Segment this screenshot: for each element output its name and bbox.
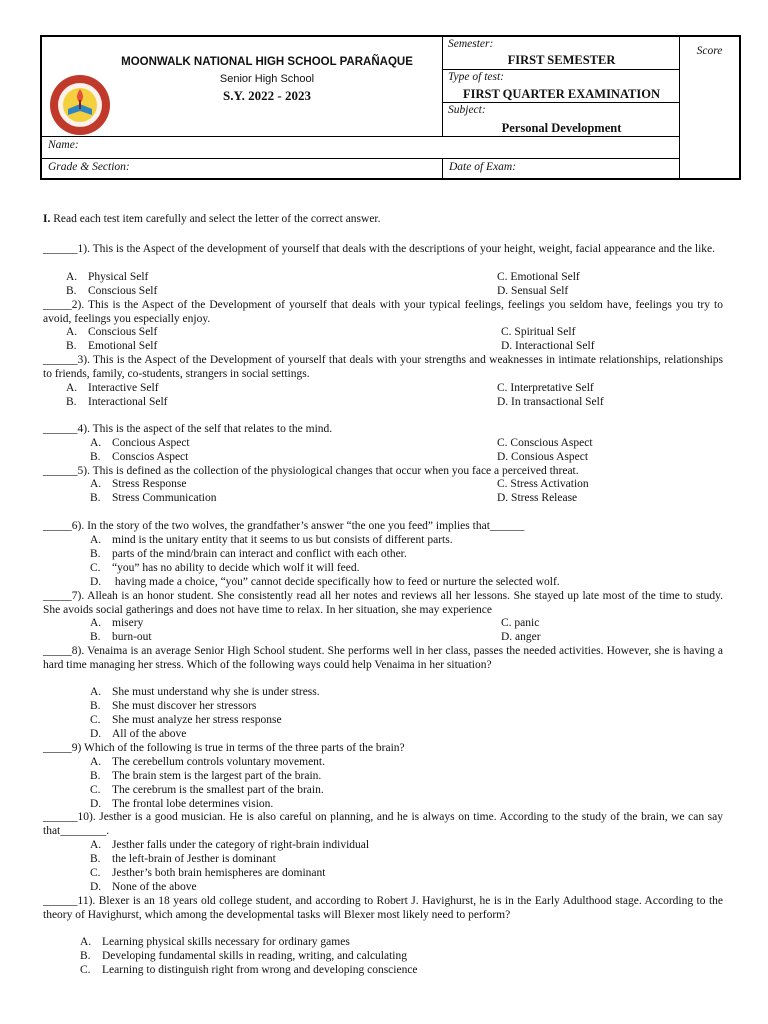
q3-option-c[interactable]: C. Interpretative Self xyxy=(497,382,594,394)
option-letter: A. xyxy=(90,617,102,629)
q1-option-c[interactable]: C. Emotional Self xyxy=(497,271,580,283)
date-of-exam-field[interactable] xyxy=(443,159,680,178)
q7-option-d[interactable]: D. anger xyxy=(501,631,541,643)
q10-option-b[interactable] xyxy=(90,853,276,865)
option-letter: A. xyxy=(66,271,78,283)
q7-option-c[interactable]: C. panic xyxy=(501,617,540,629)
option-letter: B. xyxy=(90,548,101,560)
school-logo-icon xyxy=(48,73,112,137)
option-letter: C. xyxy=(90,562,101,574)
option-letter: D. xyxy=(90,881,102,893)
q6-option-b[interactable] xyxy=(90,548,407,560)
option-text: Jesther’s both brain hemispheres are dominant xyxy=(112,867,326,879)
option-text: Interactive Self xyxy=(88,382,159,394)
option-letter: B. xyxy=(90,770,101,782)
q2-option-b[interactable] xyxy=(66,340,157,352)
option-text: Conscios Aspect xyxy=(112,451,189,463)
option-letter: B. xyxy=(66,285,77,297)
q2-option-c[interactable]: C. Spiritual Self xyxy=(501,326,576,338)
q3-option-b[interactable] xyxy=(66,396,168,408)
option-text: Learning physical skills necessary for ordinary games xyxy=(102,936,350,948)
q11-option-c[interactable] xyxy=(80,964,418,976)
semester-value: FIRST SEMESTER xyxy=(507,53,616,67)
question-6: _____6). In the story of the two wolves, the grandfather’s answer “the one you feed” implies that______ xyxy=(43,520,525,532)
school-level: Senior High School xyxy=(219,73,315,85)
option-letter: B. xyxy=(80,950,91,962)
test-type-label: Type of test: xyxy=(448,71,504,83)
q2-option-d[interactable]: D. Interactional Self xyxy=(501,340,595,352)
q5-option-a[interactable] xyxy=(90,478,186,490)
option-text: She must understand why she is under stress. xyxy=(112,686,320,698)
semester-cell xyxy=(443,37,680,70)
school-info-cell xyxy=(42,37,443,137)
option-text: mind is the unitary entity that it seems to us but consists of different parts. xyxy=(112,534,453,546)
q4-option-a[interactable] xyxy=(90,437,190,449)
option-letter: B. xyxy=(90,631,101,643)
q6-option-d[interactable] xyxy=(90,576,560,588)
grade-section-label: Grade & Section: xyxy=(48,161,130,173)
option-letter: C. xyxy=(90,784,101,796)
option-text: Physical Self xyxy=(88,271,149,283)
q9-option-a[interactable] xyxy=(90,756,325,768)
option-text: misery xyxy=(112,617,144,629)
option-text: Stress Communication xyxy=(112,492,217,504)
subject-label: Subject: xyxy=(448,104,486,116)
q5-option-b[interactable] xyxy=(90,492,216,504)
option-text: All of the above xyxy=(112,728,187,740)
option-text: The frontal lobe determines vision. xyxy=(112,798,274,810)
question-10: ______10). Jesther is a good musician. He is also careful on planning, and he is always on time. According to the study of the brain, we can say that________. xyxy=(43,811,723,837)
option-letter: A. xyxy=(90,534,102,546)
question-11: ______11). Blexer is an 18 years old college student, and according to Robert J. Havighurst, he is in the Early Adulthood stage. According to the theory of Havighurst, which among the developmental tasks will Blexer most likely need to perform? xyxy=(43,895,723,921)
q2-option-a[interactable] xyxy=(66,326,157,338)
name-label: Name: xyxy=(48,139,79,151)
q11-option-a[interactable] xyxy=(80,936,350,948)
option-text: Jesther falls under the category of right-brain individual xyxy=(112,839,370,851)
q9-option-c[interactable] xyxy=(90,784,324,796)
option-text: Developing fundamental skills in reading, writing, and calculating xyxy=(102,950,407,962)
exam-header xyxy=(40,35,741,180)
q5-option-c[interactable]: C. Stress Activation xyxy=(497,478,589,490)
semester-label: Semester: xyxy=(448,38,494,50)
option-letter: A. xyxy=(90,839,102,851)
subject-cell xyxy=(443,103,680,137)
q6-option-c[interactable] xyxy=(90,562,360,574)
option-letter: B. xyxy=(90,492,101,504)
question-7: _____7). Alleah is an honor student. She consistently read all her notes and reviews all her lessons. She stayed up late most of the time to study. She avoids social gatherings and does not have time to relax. In her situation, she may experience xyxy=(43,590,723,616)
question-2: _____2). This is the Aspect of the Development of yourself that deals with your typical feelings, feelings you seldom have, feelings you try to avoid, feelings you especially enjoy. xyxy=(43,299,723,325)
q11-option-b[interactable] xyxy=(80,950,407,962)
option-text: Interactional Self xyxy=(88,396,168,408)
option-letter: B. xyxy=(90,853,101,865)
question-4: ______4). This is the aspect of the self that relates to the mind. xyxy=(43,423,333,435)
question-8: _____8). Venaima is an average Senior High School student. She performs well in her class, passes the needed activities. However, she is having a hard time managing her stress. Which of the following ways could help Venaima in her situation? xyxy=(43,645,723,671)
q1-option-d[interactable]: D. Sensual Self xyxy=(497,285,569,297)
q7-option-a[interactable] xyxy=(90,617,143,629)
school-name: MOONWALK NATIONAL HIGH SCHOOL PARAÑAQUE xyxy=(121,56,413,68)
instruction-text: Read each test item carefully and select the letter of the correct answer. xyxy=(53,213,381,225)
option-letter: A. xyxy=(66,382,78,394)
q8-option-d[interactable] xyxy=(90,728,186,740)
question-9: _____9) Which of the following is true in terms of the three parts of the brain? xyxy=(43,742,405,754)
school-year: S.Y. 2022 - 2023 xyxy=(222,88,311,103)
q10-option-c[interactable] xyxy=(90,867,325,879)
option-text: “you” has no ability to decide which wolf it will feed. xyxy=(112,562,360,574)
question-1: ______1). This is the Aspect of the development of yourself that deals with the descriptions of your height, weight, facial appearance and the like. xyxy=(43,243,716,255)
q10-option-a[interactable] xyxy=(90,839,369,851)
option-letter: A. xyxy=(90,686,102,698)
option-letter: B. xyxy=(90,451,101,463)
q3-option-d[interactable]: D. In transactional Self xyxy=(497,396,604,408)
option-letter: A. xyxy=(80,936,92,948)
q5-option-d[interactable]: D. Stress Release xyxy=(497,492,578,504)
q8-option-c[interactable] xyxy=(90,714,282,726)
q4-option-d[interactable]: D. Consious Aspect xyxy=(497,451,589,463)
option-text: The cerebellum controls voluntary movement. xyxy=(112,756,326,768)
question-5: ______5). This is defined as the collection of the physiological changes that occur when you face a perceived threat. xyxy=(43,465,579,477)
q8-option-a[interactable] xyxy=(90,686,320,698)
option-text: Conscious Self xyxy=(88,285,158,297)
option-text: She must discover her stressors xyxy=(112,700,257,712)
option-letter: D. xyxy=(90,728,102,740)
option-text: Emotional Self xyxy=(88,340,158,352)
option-letter: B. xyxy=(66,396,77,408)
date-of-exam-label: Date of Exam: xyxy=(449,161,517,173)
q3-option-a[interactable] xyxy=(66,382,159,394)
option-letter: C. xyxy=(90,714,101,726)
q10-option-d[interactable] xyxy=(90,881,197,893)
test-type-cell xyxy=(443,70,680,103)
q7-option-b[interactable] xyxy=(90,631,152,643)
option-letter: C. xyxy=(80,964,91,976)
option-letter: C. xyxy=(90,867,101,879)
question-3: ______3). This is the Aspect of the Development of yourself that deals with your strengths and weaknesses in intimate relationships, relationships to friends, family, co-students, strangers in social settings. xyxy=(43,354,723,380)
instruction-number: I. xyxy=(43,213,51,225)
name-field[interactable] xyxy=(42,137,680,159)
option-letter: D. xyxy=(90,576,102,588)
option-letter: B. xyxy=(66,340,77,352)
option-text: Stress Response xyxy=(112,478,187,490)
q8-option-b[interactable] xyxy=(90,700,256,712)
q9-option-b[interactable] xyxy=(90,770,321,782)
option-text: having made a choice, “you” cannot decide specifically how to feed or nurture the selected wolf. xyxy=(112,576,560,588)
option-letter: B. xyxy=(90,700,101,712)
option-text: The cerebrum is the smallest part of the brain. xyxy=(112,784,324,796)
grade-section-field[interactable] xyxy=(42,159,443,178)
q4-option-b[interactable] xyxy=(90,451,188,463)
option-letter: A. xyxy=(90,478,102,490)
option-text: Conscious Self xyxy=(88,326,158,338)
option-text: The brain stem is the largest part of the brain. xyxy=(112,770,322,782)
option-text: the left-brain of Jesther is dominant xyxy=(112,853,276,865)
option-letter: D. xyxy=(90,798,102,810)
option-text: Learning to distinguish right from wrong and developing conscience xyxy=(102,964,418,976)
q6-option-a[interactable] xyxy=(90,534,453,546)
subject-value: Personal Development xyxy=(501,121,622,135)
q1-option-b[interactable] xyxy=(66,285,157,297)
score-cell xyxy=(680,37,739,178)
option-text: parts of the mind/brain can interact and conflict with each other. xyxy=(112,548,407,560)
option-text: burn-out xyxy=(112,631,152,643)
option-text: Concious Aspect xyxy=(112,437,190,449)
q9-option-d[interactable] xyxy=(90,798,273,810)
option-text: None of the above xyxy=(112,881,197,893)
option-letter: A. xyxy=(90,756,102,768)
option-letter: A. xyxy=(66,326,78,338)
q1-option-a[interactable] xyxy=(66,271,148,283)
option-letter: A. xyxy=(90,437,102,449)
option-text: She must analyze her stress response xyxy=(112,714,282,726)
instruction xyxy=(43,213,723,227)
test-type-value: FIRST QUARTER EXAMINATION xyxy=(462,87,661,101)
q4-option-c[interactable]: C. Conscious Aspect xyxy=(497,437,593,449)
score-label: Score xyxy=(696,45,723,57)
